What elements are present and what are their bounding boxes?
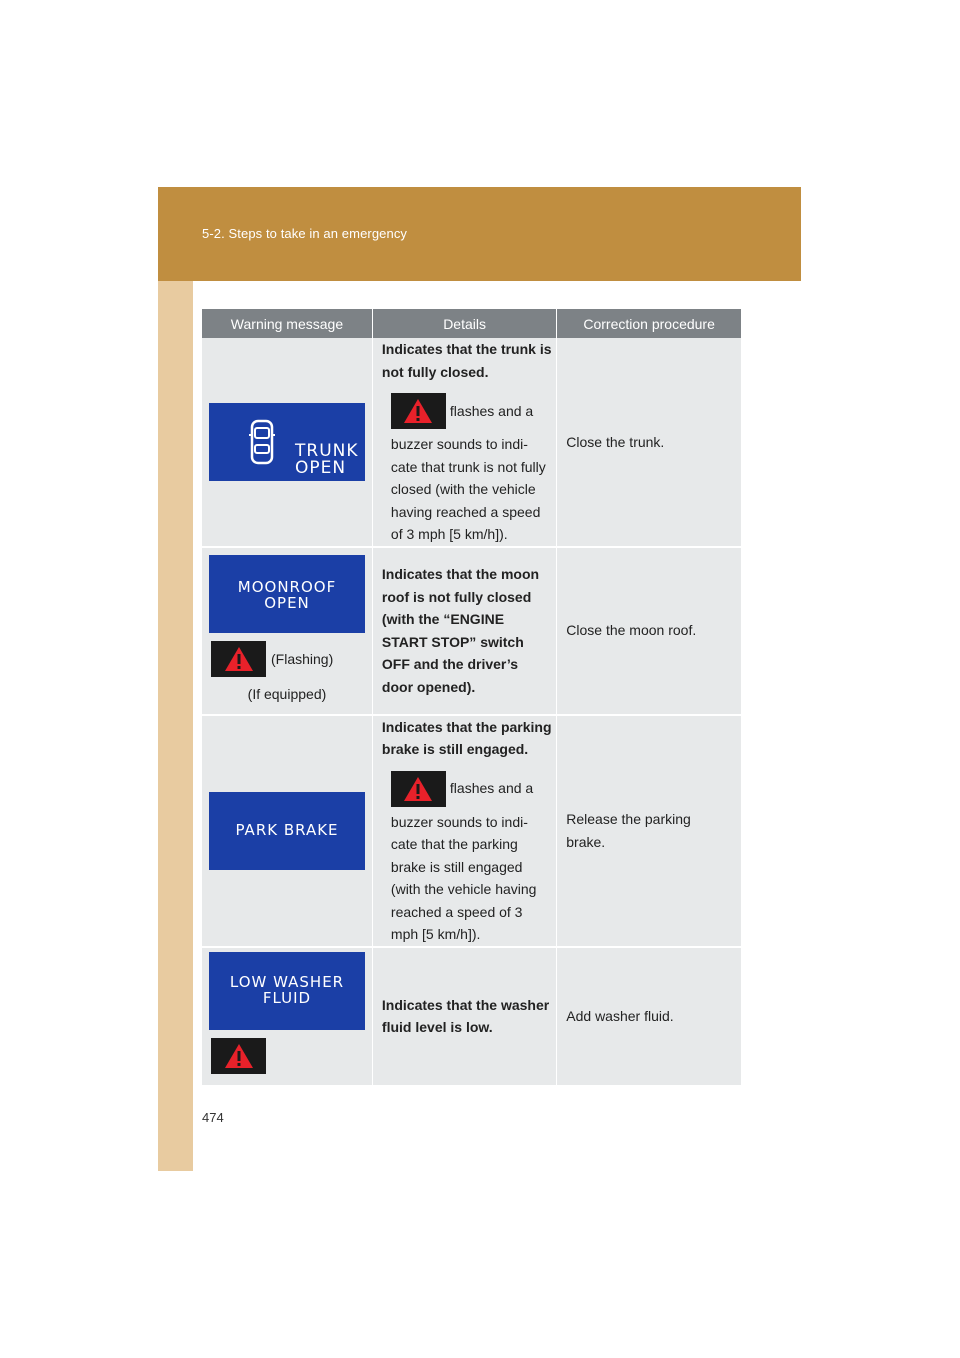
table-row — [202, 338, 741, 547]
table-row — [202, 547, 741, 715]
warning-message-cell — [202, 715, 372, 947]
master-warning-icon — [391, 393, 446, 429]
column-header-details: Details — [372, 309, 556, 338]
details-rest-text: buzzer sounds to indi-cate that the parking brake is still engaged (with the vehicle having reached a speed of 3 mph [5 km/h]). — [390, 813, 537, 942]
master-warning-icon — [391, 771, 446, 807]
details-summary: Indicates that the trunk is not fully closed. — [381, 341, 552, 380]
display-line: PARK BRAKE — [235, 820, 339, 839]
details-cell — [372, 547, 556, 715]
details-explanation — [382, 393, 552, 546]
details-cell — [372, 715, 556, 947]
details-summary: Indicates that the parking brake is still engaged. — [381, 718, 552, 757]
display-line: FLUID — [262, 988, 312, 1007]
details-cell — [372, 947, 556, 1086]
display-line: OPEN — [295, 457, 347, 478]
warn-suffix-text: flashes and a — [449, 402, 534, 419]
display-line: OPEN — [264, 594, 310, 613]
park-brake-display — [209, 792, 365, 870]
correction-cell: Close the trunk. — [557, 338, 741, 547]
table-header-row — [202, 309, 741, 338]
page-number: 474 — [202, 1110, 224, 1125]
correction-cell: Add washer fluid. — [557, 947, 741, 1086]
car-top-view-icon — [249, 419, 275, 465]
moonroof-open-display — [209, 555, 365, 633]
warn-suffix-text: flashes and a — [449, 780, 534, 797]
display-line: MOONROOF — [237, 578, 337, 597]
section-title: 5-2. Steps to take in an emergency — [202, 226, 408, 241]
low-washer-fluid-display — [209, 952, 365, 1030]
master-warning-icon — [211, 1038, 266, 1074]
trunk-open-display — [209, 403, 365, 481]
warning-message-cell — [202, 547, 372, 715]
warning-message-cell — [202, 947, 372, 1086]
details-summary: Indicates that the moon roof is not fully closed (with the “ENGINE START STOP” switch OFF and the driver’s door opened). — [381, 566, 540, 695]
details-explanation — [382, 771, 552, 946]
correction-cell: Release the parking brake. — [557, 715, 741, 947]
flashing-note: (Flashing) — [271, 651, 334, 667]
warning-table — [202, 309, 741, 1087]
details-summary: Indicates that the washer fluid level is low. — [381, 996, 550, 1035]
details-rest-text: buzzer sounds to indi-cate that trunk is not fully closed (with the vehicle having reached a speed of 3 mph [5 km/h]). — [390, 436, 546, 542]
display-line: LOW WASHER — [229, 972, 345, 991]
details-cell — [372, 338, 556, 547]
master-warning-icon — [211, 641, 266, 677]
correction-cell: Close the moon roof. — [557, 547, 741, 715]
table-row — [202, 715, 741, 947]
table-row — [202, 947, 741, 1086]
column-header-correction-procedure: Correction procedure — [557, 309, 741, 338]
display-line: TRUNK — [295, 440, 359, 461]
equipped-note: (If equipped) — [247, 686, 327, 703]
side-strip — [158, 281, 193, 1171]
warning-message-cell — [202, 338, 372, 547]
column-header-warning-message: Warning message — [202, 309, 372, 338]
